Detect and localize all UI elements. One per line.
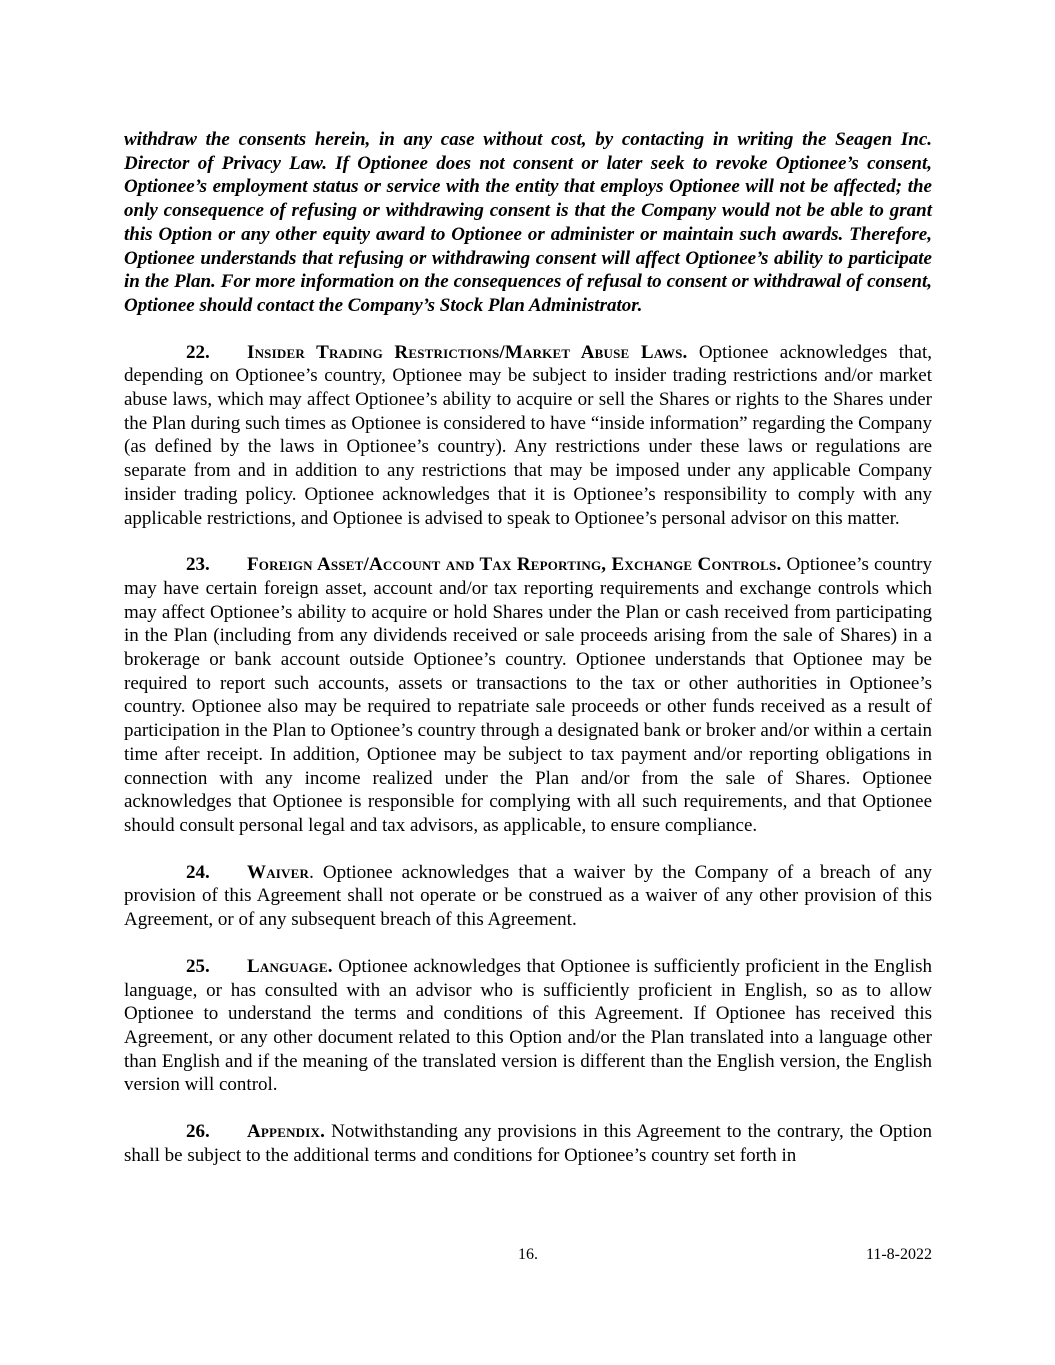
section-heading: Waiver bbox=[247, 861, 310, 883]
section-25 bbox=[124, 955, 932, 1097]
page-number: 16. bbox=[518, 1246, 538, 1263]
section-26 bbox=[124, 1120, 932, 1167]
document-body bbox=[124, 128, 932, 1190]
section-body: . Optionee acknowledges that a waiver by the Company of a breach of any provision of this Agreement shall not operate or be construed as a waiver of any other provision of this Agreement, or of any subsequent breach of this Agreement. bbox=[124, 861, 932, 931]
section-body: Optionee acknowledges that Optionee is sufficiently proficient in the English language, or has consulted with an advisor who is sufficiently proficient in English, so as to allow Optionee to understand the terms and conditions of this Agreement. If Optionee has received this Agreement, or any other document related to this Option and/or the Plan translated into a language other than English and if the meaning of the translated version is different than the English version, the English version will control. bbox=[124, 955, 932, 1096]
section-heading: Appendix. bbox=[247, 1121, 326, 1143]
section-heading: Language. bbox=[247, 955, 333, 977]
section-number: 22. bbox=[186, 341, 210, 363]
section-number: 25. bbox=[186, 955, 210, 977]
section-body: Optionee acknowledges that, depending on Optionee’s country, Optionee may be subject to insider trading restrictions and/or market abuse laws, which may affect Optionee’s ability to acquire or sell the Shares or rights to the Shares under the Plan during such times as Optionee is considered to have “inside information” regarding the Company (as defined by the laws in Optionee’s country). Any restrictions under these laws or regulations are separate from and in addition to any restrictions that may be imposed under any applicable Company insider trading policy. Optionee acknowledges that it is Optionee’s responsibility to comply with any applicable restrictions, and Optionee is advised to speak to Optionee’s personal advisor on this matter. bbox=[124, 341, 932, 529]
section-heading: Foreign Asset/Account and Tax Reporting, Exchange Controls. bbox=[247, 554, 782, 576]
section-body: Optionee’s country may have certain foreign asset, account and/or tax reporting requirements and exchange controls which may affect Optionee’s ability to acquire or hold Shares under the Plan or cash received from participating in the Plan (including from any dividends received or sale proceeds arising from the sale of Shares) in a brokerage or bank account outside Optionee’s country. Optionee understands that Optionee may be required to report such accounts, assets or transactions to the tax or other authorities in Optionee’s country. Optionee also may be required to repatriate sale proceeds or other funds received as a result of participation in the Plan to Optionee’s country through a designated bank or broker and/or within a certain time after receipt. In addition, Optionee may be subject to tax payment and/or reporting obligations in connection with any income realized under the Plan and/or from the sale of Shares. Optionee acknowledges that Optionee is responsible for complying with all such requirements, and that Optionee should consult personal legal and tax advisors, as applicable, to ensure compliance. bbox=[124, 554, 932, 836]
section-heading: Insider Trading Restrictions/Market Abuse Laws. bbox=[247, 341, 688, 363]
section-body: Notwithstanding any provisions in this Agreement to the contrary, the Option shall be subject to the additional terms and conditions for Optionee’s country set forth in bbox=[124, 1121, 932, 1166]
section-number: 26. bbox=[186, 1121, 210, 1143]
section-22 bbox=[124, 341, 932, 531]
footer-date: 11-8-2022 bbox=[865, 1246, 932, 1263]
page-footer bbox=[124, 1246, 932, 1270]
section-number: 24. bbox=[186, 861, 210, 883]
section-23 bbox=[124, 553, 932, 837]
section-number: 23. bbox=[186, 554, 210, 576]
intro-paragraph: withdraw the consents herein, in any case without cost, by contacting in writing the Seagen Inc. Director of Privacy Law. If Optionee does not consent or later seek to revoke Optionee’s consent, Optionee’s employment status or service with the entity that employs Optionee will not be affected; the only consequence of refusing or withdrawing consent is that the Company would not be able to grant this Option or any other equity award to Optionee or administer or maintain such awards. Therefore, Optionee understands that refusing or withdrawing consent will affect Optionee’s ability to participate in the Plan. For more information on the consequences of refusal to consent or withdrawal of consent, Optionee should contact the Company’s Stock Plan Administrator. bbox=[124, 129, 932, 316]
section-24 bbox=[124, 861, 932, 932]
